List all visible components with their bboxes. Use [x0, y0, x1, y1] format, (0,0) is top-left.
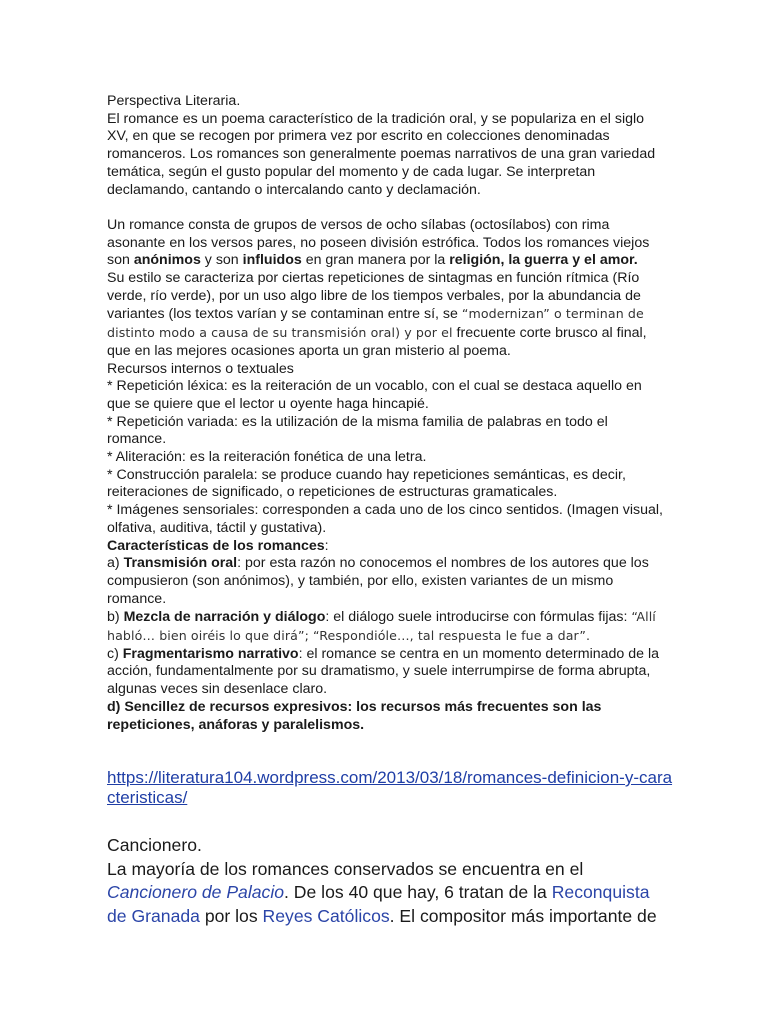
- recurso-item: * Imágenes sensoriales: corresponden a cada uno de los cinco sentidos. (Imagen visual, olfativa, auditiva, táctil y gustativa).: [107, 502, 664, 536]
- item-prefix: c): [107, 645, 123, 662]
- link-reconquista[interactable]: Reconquista de Granada: [107, 882, 650, 926]
- item-text: : el romance se centra en un momento determinado de la acción, fundamentalmente por su dramatismo, y suele interrumpirse de forma abrupta, algunas veces sin desenlace claro.: [107, 645, 660, 698]
- bold-influidos: influidos: [242, 252, 302, 269]
- item-text: : por esta razón no conocemos el nombres de los autores que los compusieron (son anónimos), y también, por ello, existen variantes de un mismo romance.: [107, 555, 649, 607]
- perspectiva-section: [107, 93, 667, 734]
- source-link-block: [107, 768, 677, 808]
- link-reyes-catolicos[interactable]: Reyes Católicos: [262, 905, 390, 926]
- heading-colon: :: [324, 537, 329, 554]
- caracteristica-d: [107, 699, 667, 734]
- caracteristica-a: [107, 555, 667, 608]
- recursos-heading: Recursos internos o textuales: [107, 360, 294, 377]
- recurso-item: * Repetición variada: es la utilización de la misma familia de palabras en todo el romance.: [107, 413, 608, 448]
- blank-line: [107, 199, 667, 217]
- text-run: . De los 40 que hay, 6 tratan de la: [284, 882, 552, 902]
- item-bold: Fragmentarismo narrativo: [122, 645, 299, 662]
- text-run: . El compositor más importante de: [389, 905, 657, 926]
- section-title: Perspectiva Literaria.: [107, 93, 241, 109]
- item-bold: Transmisión oral: [123, 555, 238, 572]
- text-run: por los: [199, 905, 263, 926]
- text-run-alt-font: “modernizan” o terminan de distinto modo a causa de su transmisión oral) y por el: [107, 306, 644, 341]
- text-run: Su estilo se caracteriza por ciertas repeticiones de sintagmas en función rítmica (Río verde, río verde), por un uso algo libre de los tiempos verbales, por la abundancia de variantes (los textos varían y se contaminan entre sí, se: [107, 270, 641, 323]
- recurso-item: * Repetición léxica: es la reiteración de un vocablo, con el cual se destaca aquello en que se quiere que el lector u oyente haga hincapié.: [107, 378, 642, 412]
- cancionero-paragraph: [107, 858, 663, 929]
- cancionero-title: Cancionero.: [107, 835, 202, 855]
- text-run: y son: [200, 252, 243, 269]
- item-quote: “Allí habló… bien oiréis lo que dirá”; “Respondióle…, tal respuesta le fue a dar”.: [107, 609, 656, 644]
- caracteristicas-heading: [107, 538, 667, 556]
- heading-text: Características de los romances: [107, 537, 325, 554]
- text-run: La mayoría de los romances conservados se encuentra en el: [107, 858, 584, 879]
- item-prefix: b): [107, 609, 124, 626]
- text-run: frecuente corte brusco al final, que en las mejores ocasiones aporta un gran misterio al poema.: [107, 325, 647, 359]
- bold-themes: religión, la guerra y el amor.: [449, 252, 638, 269]
- paragraph-structure: [107, 217, 667, 270]
- item-text: : el diálogo suele introducirse con fórmulas fijas:: [325, 609, 632, 626]
- recurso-item: * Construcción paralela: se produce cuando hay repeticiones semánticas, es decir, reiteraciones de significado, o repeticiones de estructuras gramaticales.: [107, 466, 626, 501]
- recurso-item: * Aliteración: es la reiteración fonética de una letra.: [107, 449, 427, 466]
- caracteristica-c: [107, 646, 667, 699]
- cancionero-section: [107, 834, 663, 928]
- item-bold: Mezcla de narración y diálogo: [123, 609, 326, 626]
- paragraph-style: [107, 270, 667, 361]
- item-bold: d) Sencillez de recursos expresivos: los recursos más frecuentes son las repeticiones, anáforas y paralelismos.: [107, 698, 602, 733]
- bold-anonimos: anónimos: [133, 252, 201, 269]
- text-run: Un romance consta de grupos de versos de ocho sílabas (octosílabos) con rima asonante en los versos pares, no poseen división estrófica. Todos los romances viejos son: [107, 216, 650, 269]
- item-prefix: a): [107, 555, 124, 572]
- link-cancionero-de-palacio[interactable]: Cancionero de Palacio: [107, 882, 285, 902]
- text-run: en gran manera por la: [301, 252, 450, 269]
- paragraph-intro: El romance es un poema característico de la tradición oral, y se populariza en el siglo XV, en que se recogen por primera vez por escrito en colecciones denominadas romanceros. Los romances son generalmente poemas narrativos de una gran variedad temática, según el gusto popular del momento y de cada lugar. Se interpretan declamando, cantando o intercalando canto y declamación.: [107, 110, 656, 198]
- caracteristica-b: [107, 608, 667, 645]
- source-link[interactable]: https://literatura104.wordpress.com/2013/03/18/romances-definicion-y-caracteristicas/: [107, 768, 673, 807]
